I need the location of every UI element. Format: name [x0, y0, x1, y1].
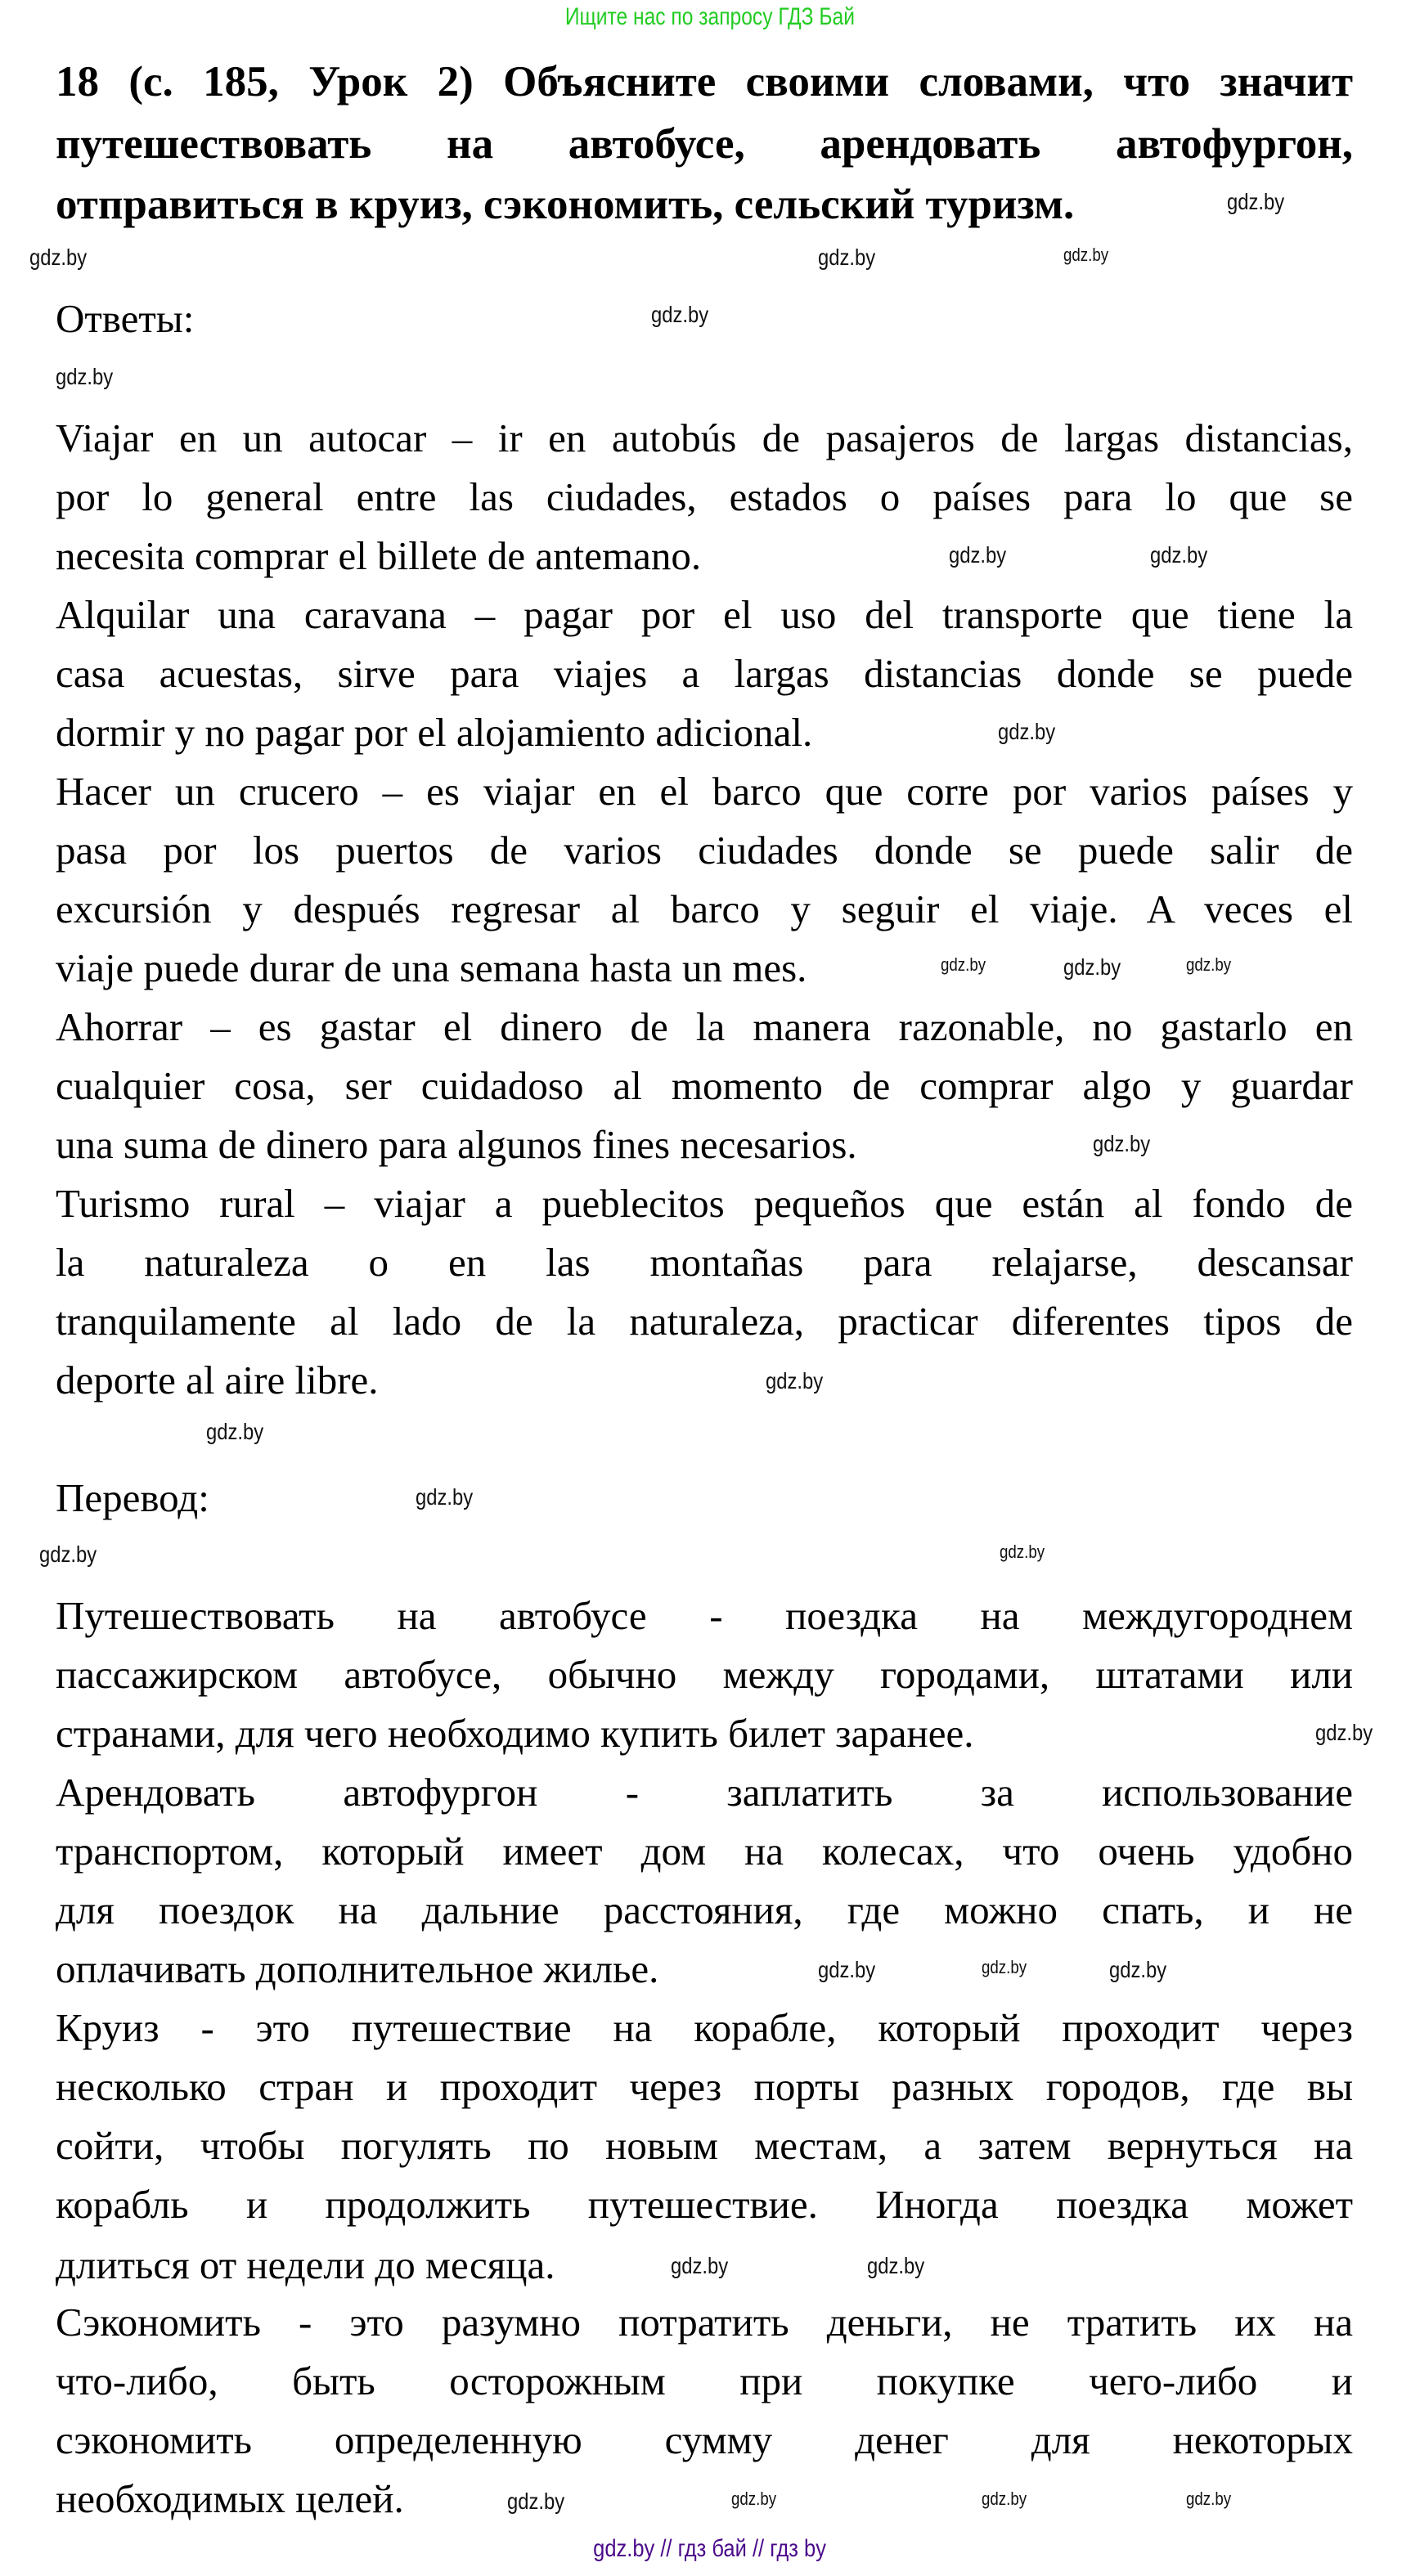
answer-line: la naturaleza o en las montañas para relajarse, descansar [56, 1240, 1353, 1285]
watermark-text: gdz.by [39, 1542, 97, 1567]
translation-line: несколько стран и проходит через порты разных городов, где вы [56, 2064, 1353, 2109]
watermark-text: gdz.by [998, 719, 1056, 744]
watermark [416, 1485, 483, 1510]
answer-line: necesita comprar el billete de antemano. [56, 533, 702, 578]
watermark-text: gdz.by [1109, 1957, 1167, 1982]
answer-line: Turismo rural – viajar a pueblecitos pequeños que están al fondo de [56, 1181, 1353, 1226]
watermark [1063, 955, 1131, 980]
watermark-text: gdz.by [1000, 1542, 1045, 1562]
watermark-text: gdz.by [1315, 1720, 1373, 1745]
watermark-text: gdz.by [982, 2488, 1027, 2509]
watermark [941, 955, 994, 975]
translation-line: транспортом, который имеет дом на колесах, что очень удобно [56, 1829, 1353, 1874]
watermark [1109, 1958, 1177, 1982]
footer-links[interactable]: gdz.by // гдз бай // гдз by [593, 2535, 827, 2562]
answer-line: excursión y después regresar al barco y seguir el viaje. A veces el [56, 886, 1353, 931]
watermark-text: gdz.by [1093, 1131, 1151, 1156]
watermark [1000, 1542, 1053, 1562]
translation-line: пассажирском автобусе, обычно между городами, штатами или [56, 1652, 1353, 1697]
watermark [507, 2489, 575, 2514]
watermark-text: gdz.by [1186, 954, 1232, 975]
watermark-text: gdz.by [416, 1484, 474, 1510]
watermark-text: gdz.by [1227, 189, 1285, 214]
watermark-text: gdz.by [941, 954, 986, 975]
translation-line: Путешествовать на автобусе - поездка на междугороднем [56, 1593, 1353, 1638]
watermark [1063, 245, 1117, 265]
watermark-text: gdz.by [651, 302, 709, 327]
watermark [982, 1958, 1035, 1977]
watermark [671, 2254, 739, 2278]
watermark [1093, 1132, 1161, 1156]
watermark-text: gdz.by [982, 1957, 1027, 1977]
watermark [206, 1420, 274, 1444]
watermark-text: gdz.by [766, 1368, 824, 1393]
watermark-text: gdz.by [867, 2253, 925, 2278]
translation-line: странами, для чего необходимо купить билет заранее. [56, 1711, 974, 1756]
task-title-line: отправиться в круиз, сэкономить, сельский туризм. [56, 181, 1075, 228]
watermark [998, 720, 1066, 744]
watermark-text: gdz.by [1063, 245, 1109, 265]
watermark [949, 543, 1017, 568]
watermark [982, 2489, 1035, 2509]
translation-heading: Перевод: [56, 1475, 209, 1520]
watermark [29, 245, 97, 270]
watermark-text: gdz.by [1063, 954, 1121, 980]
watermark [651, 303, 719, 327]
watermark [867, 2254, 935, 2278]
answer-line: por lo general entre las ciudades, estados o países para lo que se [56, 474, 1353, 519]
translation-line: сойти, чтобы погулять по новым местам, а затем вернуться на [56, 2123, 1353, 2168]
translation-line: оплачивать дополнительное жилье. [56, 1946, 659, 1991]
translation-line: корабль и продолжить путешествие. Иногда поездка может [56, 2182, 1353, 2227]
translation-line: Круиз - это путешествие на корабле, который проходит через [56, 2005, 1353, 2050]
answer-line: tranquilamente al lado de la naturaleza, practicar diferentes tipos de [56, 1299, 1353, 1344]
watermark [1186, 2489, 1239, 2509]
watermark-text: gdz.by [818, 245, 876, 270]
answer-line: Alquilar una caravana – pagar por el uso del transporte que tiene la [56, 592, 1353, 637]
watermark-text: gdz.by [1150, 542, 1208, 568]
translation-line: сэкономить определенную сумму денег для некоторых [56, 2417, 1353, 2462]
answer-line: Hacer un crucero – es viajar en el barco que corre por varios países y [56, 769, 1353, 814]
watermark [1186, 955, 1239, 975]
watermark-text: gdz.by [818, 1957, 876, 1982]
watermark-text: gdz.by [671, 2253, 729, 2278]
answer-line: casa acuestas, sirve para viajes a largas distancias donde se puede [56, 651, 1353, 696]
watermark [731, 2489, 784, 2509]
watermark [766, 1369, 834, 1393]
watermark [818, 1958, 886, 1982]
translation-line: Арендовать автофургон - заплатить за использование [56, 1770, 1353, 1815]
answer-line: dormir y no pagar por el alojamiento adicional. [56, 710, 813, 755]
watermark [1227, 190, 1295, 214]
watermark [56, 365, 124, 389]
search-hint-banner: Ищите нас по запросу ГДЗ Бай [564, 3, 856, 30]
watermark [1150, 543, 1218, 568]
watermark-text: gdz.by [731, 2488, 777, 2509]
answer-line: cualquier cosa, ser cuidadoso al momento de comprar algo y guardar [56, 1063, 1353, 1108]
answer-line: una suma de dinero para algunos fines necesarios. [56, 1122, 857, 1167]
watermark-text: gdz.by [507, 2488, 565, 2514]
task-title-line: 18 (с. 185, Урок 2) Объясните своими словами, что значит [56, 58, 1353, 105]
watermark [1315, 1721, 1383, 1745]
translation-line: что-либо, быть осторожным при покупке чего-либо и [56, 2358, 1353, 2403]
translation-line: длиться от недели до месяца. [56, 2242, 555, 2287]
answer-line: Viajar en un autocar – ir en autobús de pasajeros de largas distancias, [56, 415, 1353, 460]
watermark-text: gdz.by [1186, 2488, 1232, 2509]
translation-line: Сэкономить - это разумно потратить деньги, не тратить их на [56, 2300, 1353, 2345]
answer-line: Ahorrar – es gastar el dinero de la manera razonable, no gastarlo en [56, 1004, 1353, 1049]
answer-line: deporte al aire libre. [56, 1358, 379, 1402]
watermark [39, 1542, 107, 1567]
answer-line: pasa por los puertos de varios ciudades donde se puede salir de [56, 828, 1353, 873]
watermark-text: gdz.by [206, 1419, 264, 1444]
watermark [818, 245, 886, 270]
translation-line: необходимых целей. [56, 2476, 404, 2521]
task-title-line: путешествовать на автобусе, арендовать автофургон, [56, 120, 1353, 168]
answers-heading: Ответы: [56, 296, 195, 341]
translation-line: для поездок на дальние расстояния, где можно спать, и не [56, 1887, 1353, 1932]
watermark-text: gdz.by [949, 542, 1007, 568]
watermark-text: gdz.by [29, 245, 88, 270]
answer-line: viaje puede durar de una semana hasta un mes. [56, 945, 807, 990]
watermark-text: gdz.by [56, 364, 114, 389]
